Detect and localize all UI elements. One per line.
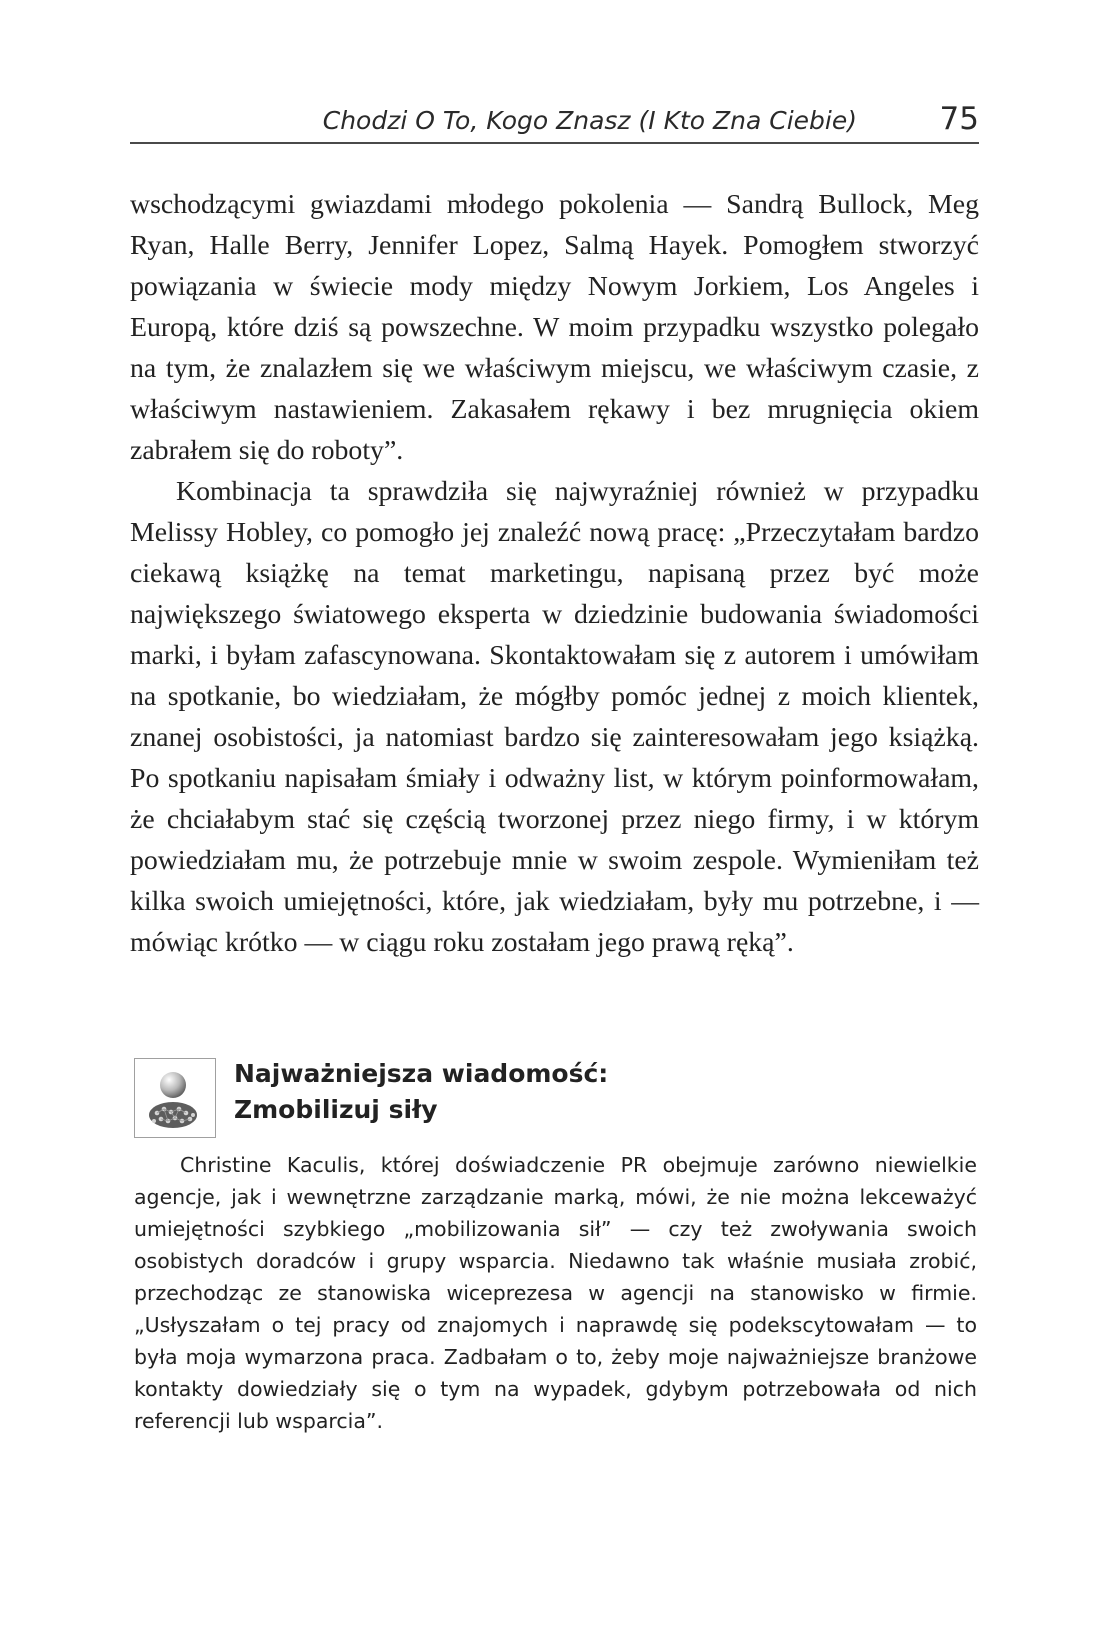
body-paragraph: wschodzącymi gwiazdami młodego pokolenia — Sandrą Bullock, Meg Ryan, Halle Berry, Jennifer Lopez, Salmą Hayek. Pomogłem stworzyć powiązania w świecie mody między Nowym Jorkiem, Los Angeles i Europą, które dziś są powszechne. W moim przypadku wszystko polegało na tym, że znalazłem się we właściwym miejscu, we właściwym czasie, z właściwym nastawieniem. Zakasałem rękawy i bez mrugnięcia okiem zabrałem się do roboty”.: [130, 189, 979, 466]
callout-text: Christine Kaculis, której doświadczenie PR obejmuje zarówno niewielkie agencje, jak i wewnętrzne zarządzanie marką, mówi, że nie można lekceważyć umiejętności szybkiego „mobilizowania sił” — czy też zwoływania swoich osobistych doradców i grupy wsparcia. Niedawno tak właśnie musiała zrobić, przechodząc ze stanowiska wiceprezesa w agencji na stanowisko w firmie. „Usłyszałam o tej pracy od znajomych i naprawdę się podekscytowałam — to była moja wymarzona praca. Zadbałam o to, żeby moje najważniejsze branżowe kontakty dowiedziały się o tym na wypadek, gdybym potrzebowała od nich referencji lub wsparcia”.: [134, 1153, 977, 1433]
callout-heading: [234, 1056, 608, 1128]
body-text: [130, 184, 979, 963]
callout-heading-line: Najważniejsza wiadomość:: [234, 1059, 609, 1088]
running-title: Chodzi O To, Kogo Znasz (I Kto Zna Ciebie): [322, 106, 857, 135]
body-paragraph: Kombinacja ta sprawdziła się najwyraźniej również w przypadku Melissy Hobley, co pomogło jej znaleźć nową pracę: „Przeczytałam bardzo ciekawą książkę na temat marketingu, napisaną przez być może największego światowego eksperta w dziedzinie budowania świadomości marki, i byłam zafascynowana. Skontaktowałam się z autorem i umówiłam na spotkanie, bo wiedziałam, że mógłby pomóc jednej z moich klientek, znanej osobistości, ja natomiast bardzo się zainteresowałam jego książką. Po spotkaniu napisałam śmiały i odważny list, w którym poinformowałam, że chciałabym stać się częścią tworzonej przez niego firmy, i w którym powiedziałam mu, że potrzebuje mnie w swoim zespole. Wymieniłam też kilka swoich umiejętności, które, jak wiedziałam, były mu potrzebne, i — mówiąc krótko — w ciągu roku zostałam jego prawą ręką”.: [130, 476, 979, 958]
page-number: 75: [939, 101, 979, 137]
page-header: [130, 96, 979, 144]
person-with-network-icon: [134, 1058, 216, 1138]
callout-heading-line: Zmobilizuj siły: [234, 1095, 438, 1124]
